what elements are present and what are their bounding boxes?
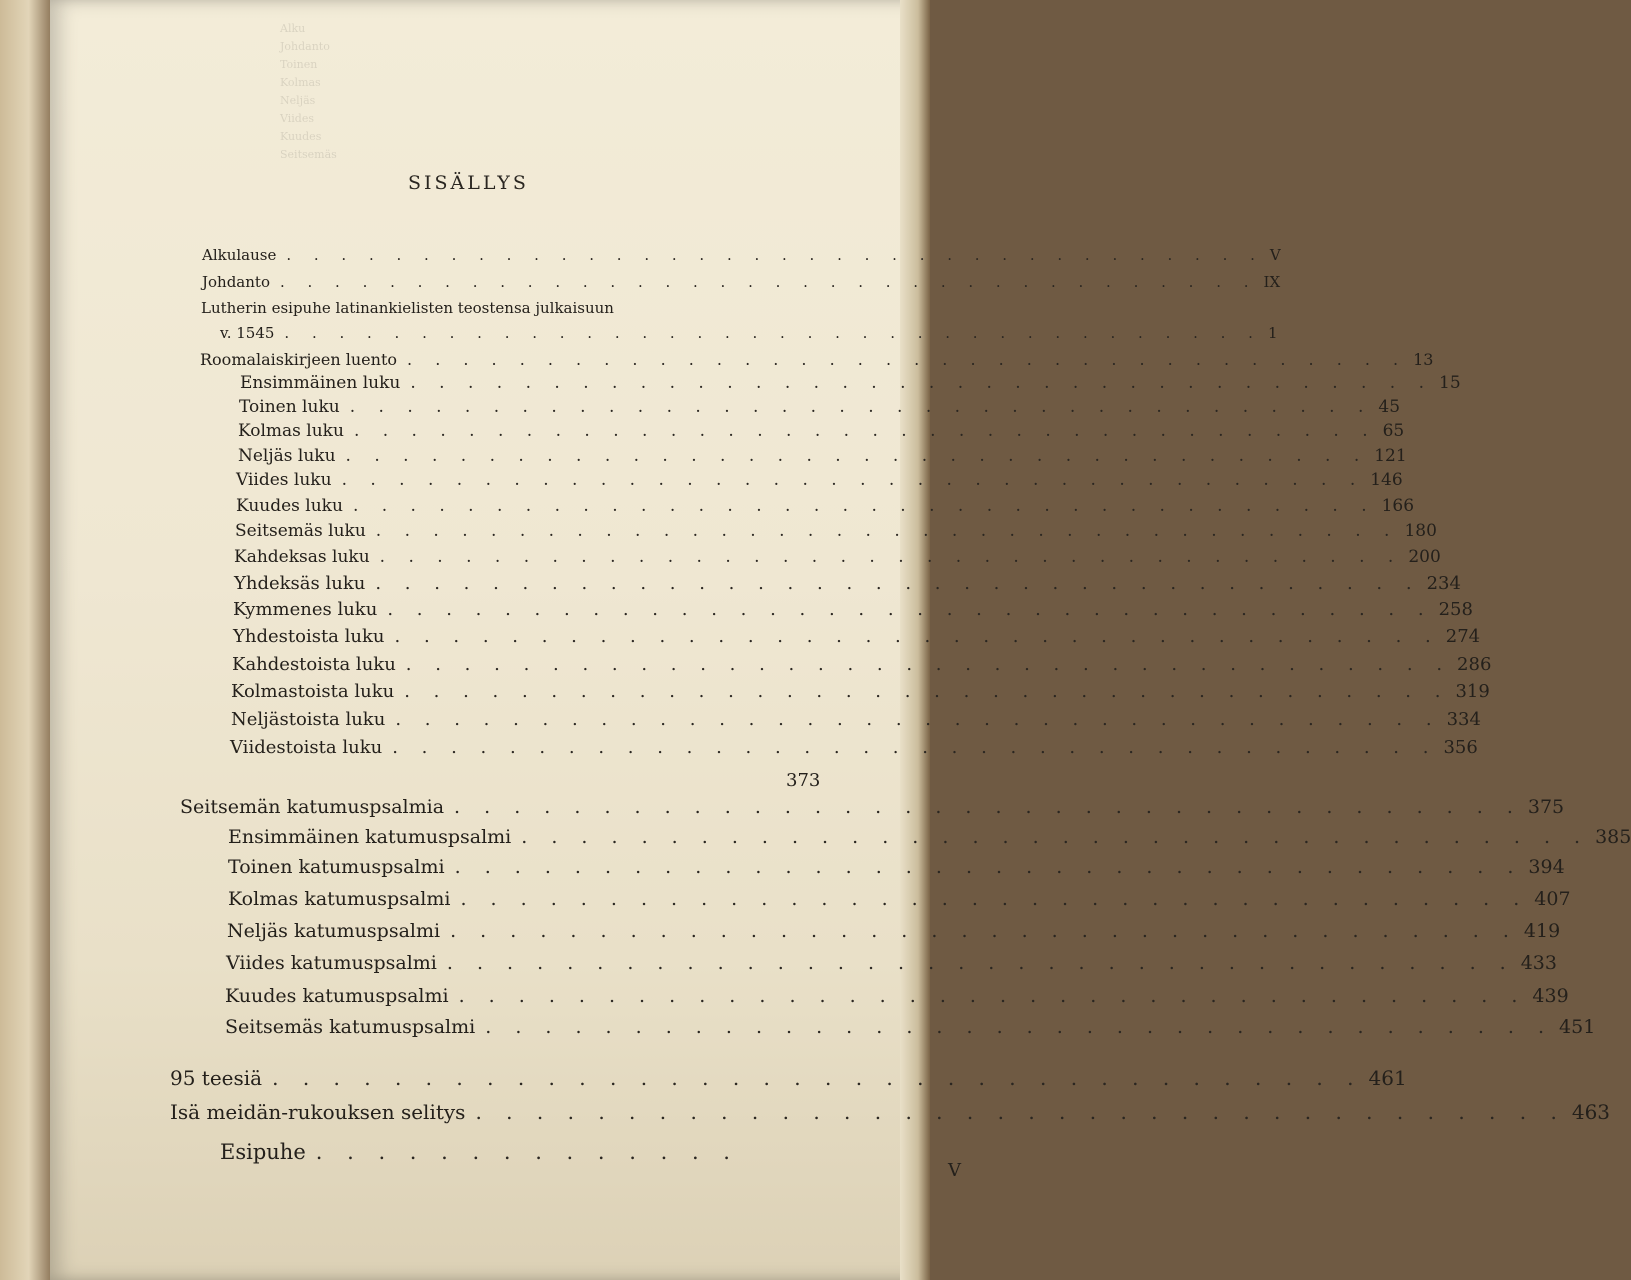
toc-entry [232,654,1492,675]
toc-page-number: 258 [1438,599,1473,620]
toc-entry [220,1140,739,1164]
toc-entry [228,856,1565,878]
toc-page-number: 407 [1534,888,1571,910]
toc-entry-label: Seitsemän katumuspsalmia [180,796,445,818]
toc-leader-dots: . . . . . . . . . . . . . . . . . . . . . . . . . . . . . . . . . . . . [485,1016,1554,1038]
toc-entry-label: Johdanto [202,273,270,291]
toc-leader-dots: . . . . . . . . . . . . . . . . . . . . . . . . . . . . . . . . . . . . [395,709,1441,730]
toc-page-number: 286 [1457,654,1492,675]
toc-leader-dots: . . . . . . . . . . . . . . . . . . . . . . . . . . . . . . . . . . . . [392,737,1438,758]
toc-leader-dots: . . . . . . . . . . . . . . . . . . . . . . . . . . . . . . . . . . . . [454,796,1522,818]
toc-page-number: 274 [1445,626,1481,647]
toc-leader-dots: . . . . . . . . . . . . . . . . . . . . . . . . . . . . . . . . . . . . [521,826,1590,848]
page-title: SISÄLLYS [408,172,529,194]
toc-entry-label: Kolmas katumuspsalmi [228,888,451,910]
toc-entry [236,496,1415,516]
toc-leader-dots: . . . . . . . . . . . . . . . . . . . . . . . . . . . . . . . . . . . . [394,626,1440,647]
toc-entry-label: Ensimmäinen katumuspsalmi [228,826,512,848]
toc-entry-label: Kolmastoista luku [231,681,395,702]
toc-entry [225,1016,1596,1038]
toc-entry [231,709,1481,730]
toc-entry [170,1100,1611,1124]
toc-entry-label: Esipuhe [220,1140,306,1164]
toc-entry [225,985,1569,1007]
toc-entry [233,626,1481,647]
toc-entry-label: Kymmenes luku [233,599,378,620]
toc-page-number: 45 [1378,397,1401,417]
corner-letter: V [948,1160,961,1181]
toc-leader-dots: . . . . . . . . . . . . . . . . . . . . . . . . . . . . . . . . . . . . [375,521,1399,541]
toc-entry-label: Kahdestoista luku [232,654,396,675]
toc-entry [240,373,1461,393]
toc-page-number: V [1269,246,1281,264]
toc-leader-dots: . . . . . . . . . . . . . . . . . . . . . . . . . . . . . . . . . . . . [286,246,1264,264]
toc-leader-dots: . . . . . . . . . . . . . . . . . . . . . . . . . . . . . . . . . . . . [460,888,1529,910]
toc-entry-label: v. 1545 [220,324,275,342]
toc-page-number: 180 [1404,521,1437,541]
toc-entry [238,446,1407,466]
toc-page-number: 461 [1368,1066,1407,1090]
toc-page-number: 373 [786,770,821,791]
toc-entry [780,770,830,791]
toc-entry [200,350,1434,369]
toc-entry-label: Toinen luku [239,397,340,417]
toc-page-number: 234 [1426,573,1461,594]
toc-leader-dots: . . . . . . . . . . . . . . . . . . . . . . . . . . . . . . . . . . . . [375,573,1421,594]
toc-entry-label: Kuudes katumuspsalmi [225,985,449,1007]
toc-leader-dots: . . . . . . . . . . . . . . . . . . . . . . . . . . . . . . . . . . . . [404,681,1450,702]
toc-entry-label: Yhdeksäs luku [234,573,366,594]
toc-entry-label: Seitsemäs luku [235,521,366,541]
toc-entry [236,470,1403,490]
toc-leader-dots: . . . . . . . . . . . . . . . . . . . . . . . . . . . . . . . . . . . . [272,1066,1363,1090]
toc-leader-dots: . . . . . . . . . . . . . . . . . . . . . . . . . . . . . . . . . . . . [407,350,1408,369]
toc-leader-dots: . . . . . . . . . . . . . . . . . . . . . . . . . . . . . . . . . . . . [410,373,1434,393]
toc-entry [202,273,1281,291]
toc-leader-dots: . . . . . . . . . . . . . . . . . . . . . . . . . . . . . . . . . . . . [349,397,1373,417]
toc-entry [239,397,1401,417]
toc-entry-label: Alkulause [202,246,277,264]
toc-page-number: 433 [1520,952,1557,974]
toc-entry [228,888,1571,910]
toc-entry-label: Kolmas luku [238,421,344,441]
toc-entry [235,521,1437,541]
toc-page-number: 419 [1523,920,1561,942]
toc-entry [170,1066,1407,1090]
toc-page-number: 15 [1439,373,1461,393]
toc-page-number: 375 [1527,796,1565,818]
toc-page-number: 394 [1528,856,1565,878]
toc-entry [234,547,1441,567]
toc-page-number: 65 [1382,421,1405,441]
toc-leader-dots: . . . . . . . . . . . . . . . . . . . . . . . . . . . . . . . . . . . . [446,952,1515,974]
toc-entry-label: Lutherin esipuhe latinankielisten teostensa julkaisuun [201,299,614,317]
toc-entry [201,299,761,317]
toc-entry-label: Neljäs luku [238,446,336,466]
toc-entry [180,796,1565,818]
toc-page-number: 13 [1413,350,1434,369]
toc-entry [227,920,1561,942]
toc-entry [233,599,1473,620]
toc-entry [228,826,1631,848]
toc-entry-label: 95 teesiä [170,1066,263,1090]
toc-leader-dots: . . . . . . . . . . . . . . . . . . . . . . . . . . . . . . . . . . . . [352,496,1376,516]
toc-leader-dots: . . . . . . . . . . . . . . . . . . . . . . . . . . . . . . . . . . . . [345,446,1369,466]
toc-entry [226,952,1557,974]
toc-entry-label: Roomalaiskirjeen luento [200,350,398,369]
toc-entry [238,421,1405,441]
toc-page-number: 439 [1532,985,1569,1007]
toc-leader-dots: . . . . . . . . . . . . . . . . . . . . . . . . . . . . . . . . . . . . [450,920,1518,942]
toc-page-number: 463 [1571,1100,1611,1124]
toc-entry-label: Seitsemäs katumuspsalmi [225,1016,476,1038]
toc-page-number: 334 [1446,709,1481,730]
toc-entry-label: Viides luku [236,470,332,490]
toc-page-number: 121 [1374,446,1407,466]
toc-entry [231,681,1490,702]
toc-leader-dots: . . . . . . . . . . . . . . . . . . . . . . . . . . . . . . . . . . . . [454,856,1523,878]
toc-entry [202,246,1281,264]
show-through-text: Alku Johdanto Toinen Kolmas Neljäs Viides Kuudes Seitsemäs [280,22,337,161]
toc-leader-dots: . . . . . . . . . . . . . . . . . . . . . . . . . . . . . . . . . . . . [279,273,1258,291]
toc-leader-dots: . . . . . . . . . . . . . . . . . . . . . . . . . . . . . . . . . . . . [284,324,1262,342]
toc-leader-dots: . . . . . . . . . . . . . . . . . . . . . . . . . . . . . . . . . . . . [379,547,1403,567]
toc-entry-label: Viidestoista luku [230,737,383,758]
toc-page-number: 166 [1381,496,1415,516]
toc-page-number: 385 [1595,826,1631,848]
toc-page-number: 319 [1455,681,1490,702]
toc-leader-dots: . . . . . . . . . . . . . . . . . . . . . . . . . . . . . . . . . . . . [353,421,1377,441]
toc-page-number: 1 [1267,324,1278,342]
toc-entry-label: Neljäs katumuspsalmi [227,920,441,942]
toc-entry-label: Kahdeksas luku [234,547,370,567]
toc-entry-label: Viides katumuspsalmi [226,952,437,974]
toc-leader-dots: . . . . . . . . . . . . . . . . . . . . . . . . . . . . . . . . . . . . [458,985,1527,1007]
toc-page-number: 146 [1370,470,1403,490]
toc-page-number: 451 [1559,1016,1596,1038]
toc-leader-dots: . . . . . . . . . . . . . . [315,1140,739,1164]
toc-entry [230,737,1478,758]
toc-entry-label: Ensimmäinen luku [240,373,401,393]
toc-leader-dots: . . . . . . . . . . . . . . . . . . . . . . . . . . . . . . . . . . . . [475,1100,1566,1124]
toc-page-number: 356 [1443,737,1478,758]
toc-entry [234,573,1461,594]
toc-page-number: IX [1263,273,1281,291]
toc-entry-label: Isä meidän-rukouksen selitys [170,1100,466,1124]
toc-leader-dots: . . . . . . . . . . . . . . . . . . . . . . . . . . . . . . . . . . . . [405,654,1452,675]
toc-entry-label: Kuudes luku [236,496,343,516]
toc-entry-label: Yhdestoista luku [233,626,385,647]
toc-entry-label: Toinen katumuspsalmi [228,856,445,878]
toc-entry-label: Neljästoista luku [231,709,386,730]
toc-page-number: 200 [1408,547,1441,567]
toc-entry [220,324,1278,342]
toc-leader-dots: . . . . . . . . . . . . . . . . . . . . . . . . . . . . . . . . . . . . [341,470,1365,490]
toc-leader-dots: . . . . . . . . . . . . . . . . . . . . . . . . . . . . . . . . . . . . [387,599,1433,620]
